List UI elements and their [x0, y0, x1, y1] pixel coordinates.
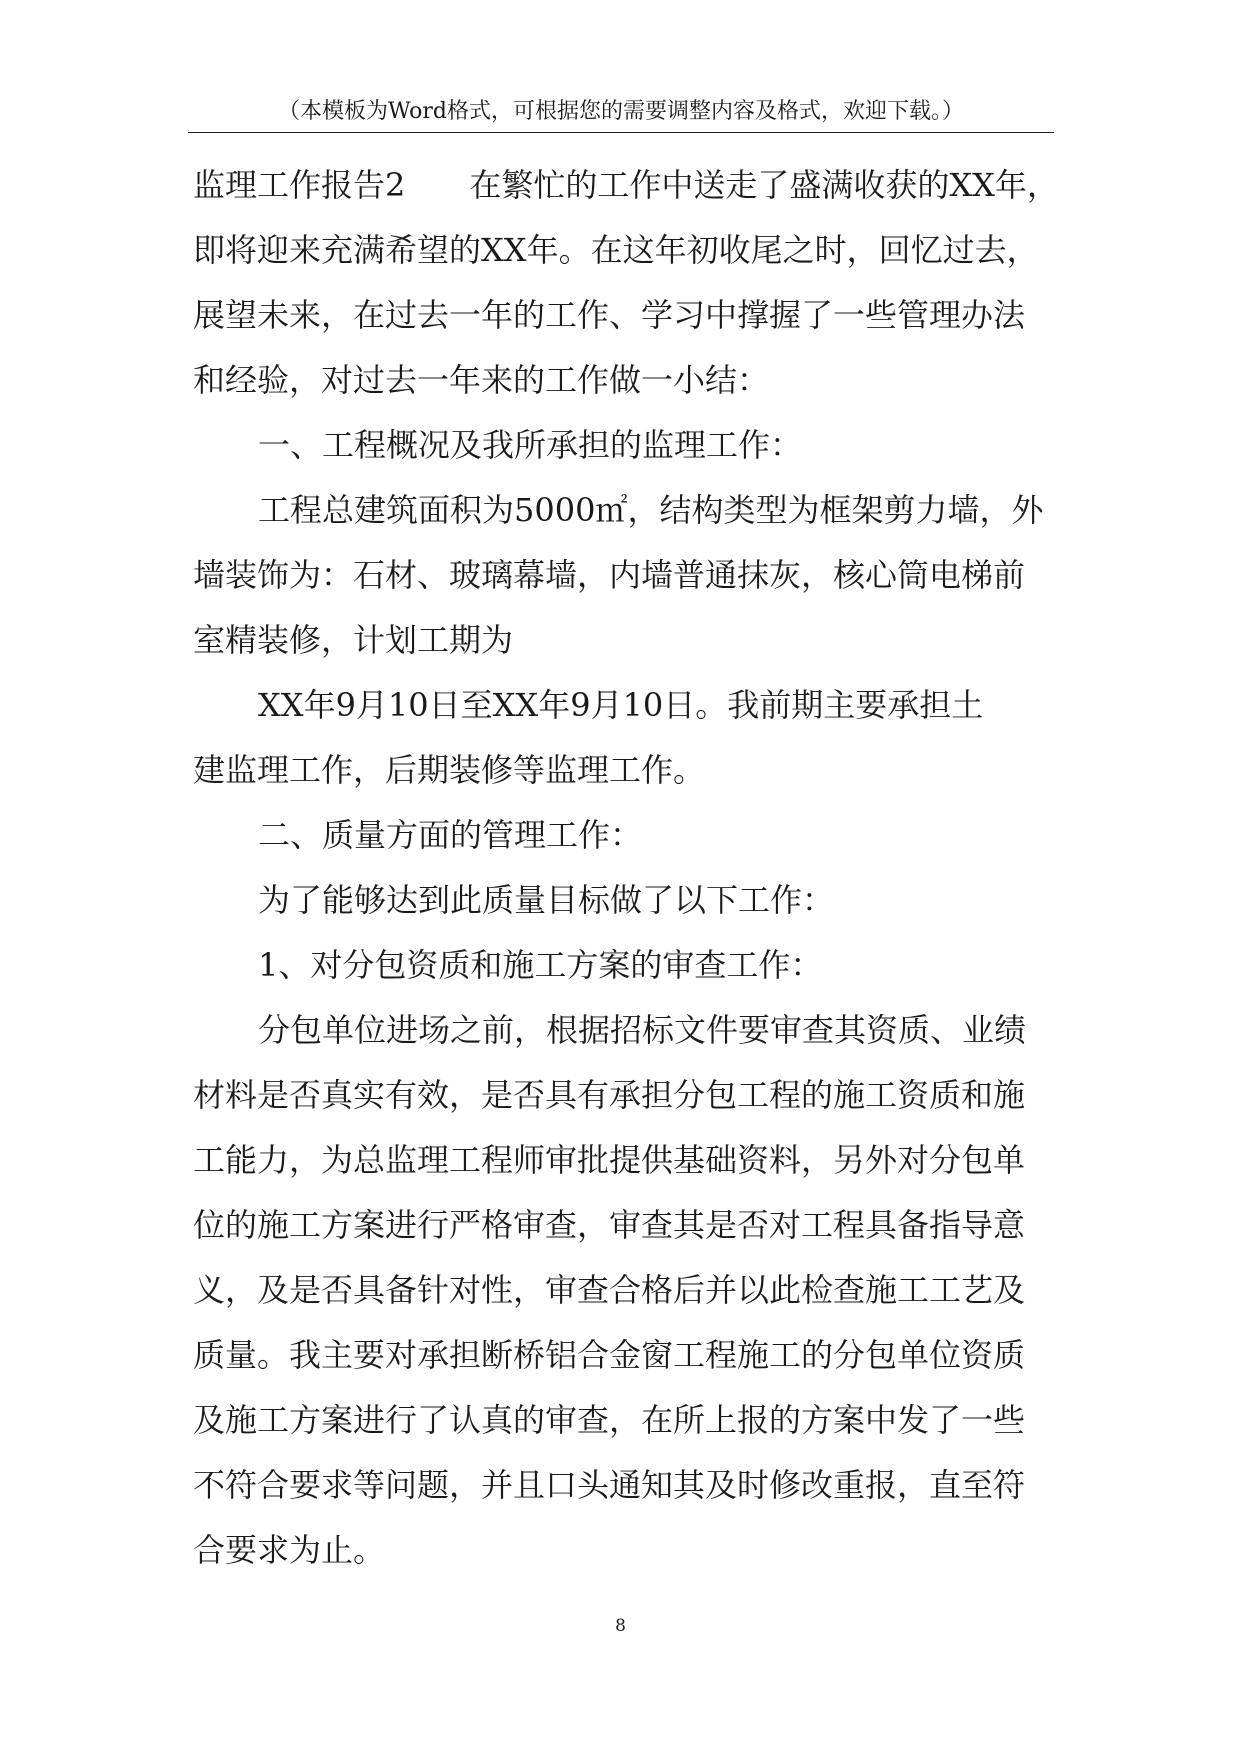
- template-note: （本模板为Word格式，可根据您的需要调整内容及格式，欢迎下载。）: [278, 99, 964, 124]
- text-line: 分包单位进场之前，根据招标文件要审查其资质、业绩: [258, 1011, 1027, 1049]
- text-line: 监理工作报告2 在繁忙的工作中送走了盛满收获的XX年，: [193, 166, 1059, 204]
- text-line: 一、工程概况及我所承担的监理工作：: [258, 426, 803, 464]
- text-line: 及施工方案进行了认真的审查，在所上报的方案中发了一些: [193, 1401, 1026, 1439]
- text-line: 室精装修，计划工期为: [193, 621, 514, 659]
- text-line: 质量。我主要对承担断桥铝合金窗工程施工的分包单位资质: [193, 1336, 1026, 1374]
- text-line: 即将迎来充满希望的XX年。在这年初收尾之时，回忆过去，: [193, 231, 1039, 269]
- text-line: 工能力，为总监理工程师审批提供基础资料，另外对分包单: [193, 1141, 1026, 1179]
- page-number: 8: [615, 1616, 626, 1636]
- page-header: [188, 98, 1054, 133]
- text-line: 1、对分包资质和施工方案的审查工作：: [258, 946, 823, 984]
- text-line: 不符合要求等问题，并且口头通知其及时修改重报，直至符: [193, 1466, 1026, 1504]
- text-line: XX年9月10日至XX年9月10日。我前期主要承担土: [258, 686, 984, 724]
- text-line: 位的施工方案进行严格审查，审查其是否对工程具备指导意: [193, 1206, 1026, 1244]
- text-line: 义，及是否具备针对性，审查合格后并以此检查施工工艺及: [193, 1271, 1026, 1309]
- text-line: 墙装饰为：石材、玻璃幕墙，内墙普通抹灰，核心筒电梯前: [193, 556, 1026, 594]
- document-body: [193, 153, 1093, 1583]
- text-line: 工程总建筑面积为5000㎡，结构类型为框架剪力墙，外: [258, 491, 1044, 529]
- text-line: 合要求为止。: [193, 1531, 386, 1569]
- text-line: 建监理工作，后期装修等监理工作。: [193, 751, 706, 789]
- text-line: 为了能够达到此质量目标做了以下工作：: [258, 881, 835, 919]
- text-line: 展望未来，在过去一年的工作、学习中撑握了一些管理办法: [193, 296, 1026, 334]
- text-line: 和经验，对过去一年来的工作做一小结：: [193, 361, 770, 399]
- text-line: 二、质量方面的管理工作：: [258, 816, 643, 854]
- text-line: 材料是否真实有效，是否具有承担分包工程的施工资质和施: [193, 1076, 1026, 1114]
